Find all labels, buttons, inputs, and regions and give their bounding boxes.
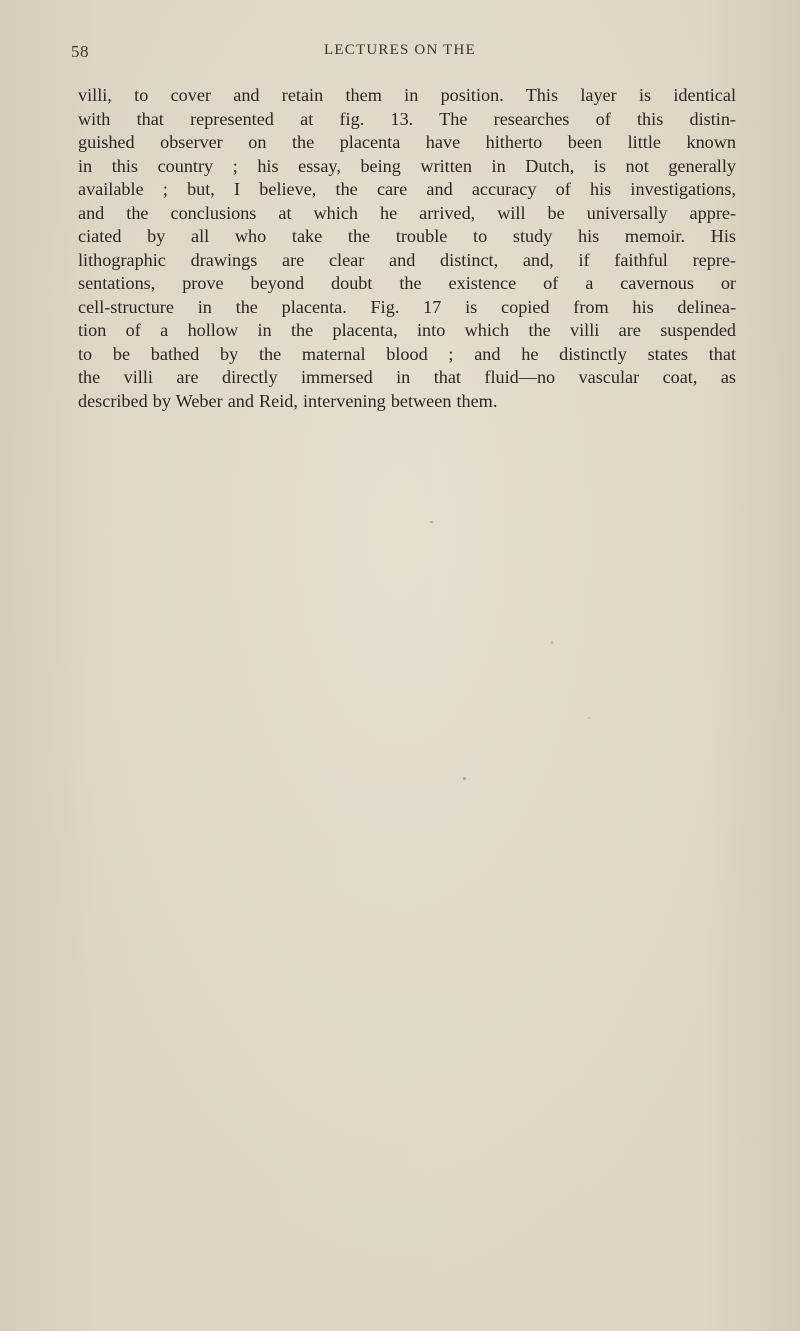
text-line: villi, to cover and retain them in position. This layer is identical (78, 85, 736, 105)
text-line: described by Weber and Reid, intervening between them. (78, 390, 498, 411)
text-line: tion of a hollow in the placenta, into which the villi are suspended (78, 320, 736, 340)
text-line: sentations, prove beyond doubt the existence of a cavernous or (78, 273, 736, 293)
text-line: ciated by all who take the trouble to study his memoir. His (78, 226, 736, 246)
text-line: to be bathed by the maternal blood ; and he distinctly states that (78, 343, 736, 364)
body-paragraph (78, 84, 736, 413)
text-line: in this country ; his essay, being written in Dutch, is not generally (78, 155, 736, 176)
paper-speck (588, 717, 590, 719)
paper-speck (430, 521, 433, 523)
page-number: 58 (71, 42, 89, 61)
text-line: with that represented at fig. 13. The researches of this distin- (78, 108, 736, 129)
text-line: the villi are directly immersed in that fluid—no vascular coat, as (78, 367, 736, 387)
text-line: cell-structure in the placenta. Fig. 17 is copied from his delinea- (78, 296, 736, 317)
page-header (0, 42, 800, 66)
text-line: and the conclusions at which he arrived, will be universally appre- (78, 202, 736, 223)
text-line: lithographic drawings are clear and distinct, and, if faithful repre- (78, 249, 736, 270)
text-line: guished observer on the placenta have hitherto been little known (78, 132, 736, 152)
paper-speck (463, 777, 466, 780)
paper-speck (551, 641, 553, 644)
text-line: available ; but, I believe, the care and accuracy of his investigations, (78, 179, 736, 199)
running-head: LECTURES ON THE (324, 42, 476, 58)
